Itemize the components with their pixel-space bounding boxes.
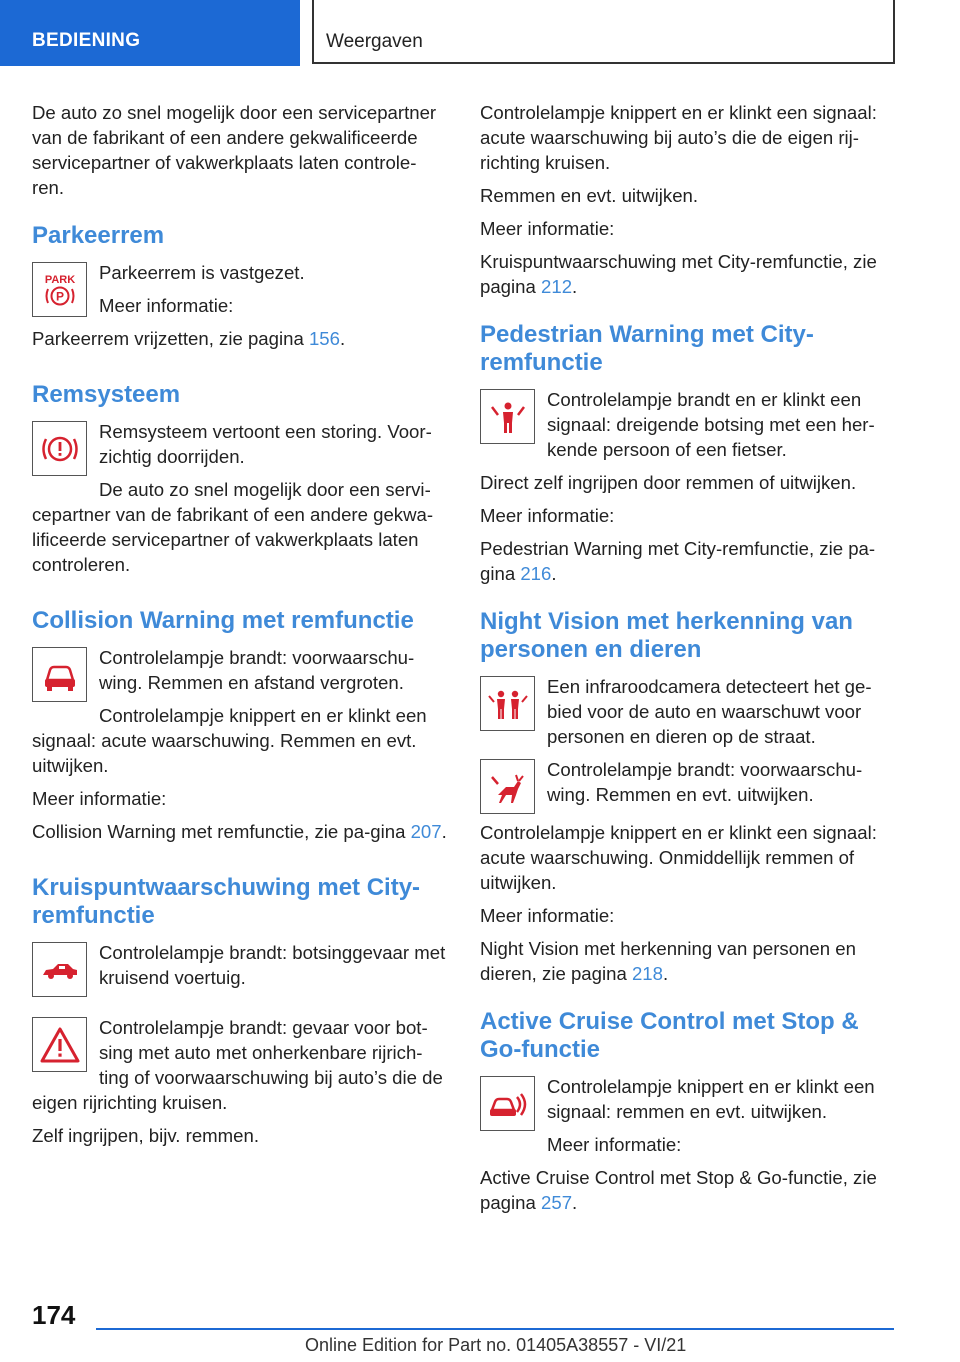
- heading-pedestrian-warning: Pedestrian Warning met City-remfunctie: [480, 321, 814, 376]
- kruispunt-cont-text-3: Meer informatie:: [480, 218, 615, 239]
- svg-text:P: P: [55, 289, 64, 303]
- heading-collision-warning: Collision Warning met remfunctie: [32, 607, 414, 634]
- kruispunt-block-2: [32, 1015, 447, 1156]
- car-side-icon: [32, 942, 87, 997]
- kruispunt-cont-text-4: Kruispuntwaarschuwing met City-remfunctie, zie pagina 212.: [480, 251, 877, 297]
- parkeerrem-block: [32, 260, 447, 359]
- collision-text-3: Meer informatie:: [32, 788, 167, 809]
- collision-text-1: Controlelampje brandt: voorwaarschu-wing. Remmen en afstand vergroten.: [99, 647, 415, 693]
- pedestrian-text-2: Direct zelf ingrijpen door remmen of uitwijken.: [480, 472, 857, 493]
- right-column: [480, 100, 900, 1223]
- page-link-207[interactable]: 207: [410, 821, 442, 842]
- page-link-212[interactable]: 212: [541, 276, 573, 297]
- page-number: 174: [32, 1300, 76, 1330]
- car-front-warning-icon: [32, 647, 87, 702]
- night-text-5: Night Vision met herkenning van personen en dieren, zie pagina 218.: [480, 938, 856, 984]
- collision-text-2: Controlelampje knippert en er klinkt een signaal: acute waarschuwing. Remmen en evt. uitwijken.: [32, 705, 427, 776]
- heading-night-vision: Night Vision met herkenning van personen en dieren: [480, 608, 853, 663]
- heading-parkeerrem: Parkeerrem: [32, 222, 165, 249]
- page-header: [0, 0, 960, 66]
- pedestrian-warning-icon: [480, 389, 535, 444]
- acc-block: [480, 1074, 900, 1165]
- page-link-218[interactable]: 218: [631, 963, 663, 984]
- remsysteem-text-1: Remsysteem vertoont een storing. Voor-zichtig doorrijden.: [99, 421, 432, 467]
- parkeerrem-text-1: Parkeerrem is vastgezet.: [99, 262, 305, 283]
- header-title: Weergaven: [326, 31, 423, 52]
- page-link-257[interactable]: 257: [541, 1192, 573, 1213]
- heading-remsysteem: Remsysteem: [32, 381, 181, 408]
- kruispunt-cont-text-2: Remmen en evt. uitwijken.: [480, 185, 699, 206]
- left-column: [32, 100, 447, 1156]
- night-text-3: Controlelampje knippert en er klinkt een signaal: acute waarschuwing. Onmiddellijk remmen of uitwijken.: [480, 822, 877, 893]
- remsysteem-block: [32, 419, 447, 585]
- kruispunt-cont-text-1: Controlelampje knippert en er klinkt een signaal: acute waarschuwing bij auto’s die de eigen rij-richting kruisen.: [480, 102, 877, 173]
- heading-active-cruise-control: Active Cruise Control met Stop & Go-functie: [480, 1008, 859, 1063]
- pedestrian-text-4: Pedestrian Warning met City-remfunctie, zie pa-gina 216.: [480, 538, 876, 584]
- page-link-216[interactable]: 216: [520, 563, 552, 584]
- kruispunt-text-3: Zelf ingrijpen, bijv. remmen.: [32, 1125, 259, 1146]
- night-block-2: [480, 757, 900, 820]
- night-text-4: Meer informatie:: [480, 905, 615, 926]
- section-tab: BEDIENING: [0, 0, 300, 66]
- kruispunt-text-2: Controlelampje brandt: gevaar voor bot-sing met auto met onherkenbare rijrich-ting of voorwaarschuwing bij auto’s die de eigen rijrichting kruisen.: [32, 1017, 443, 1113]
- parkeerrem-text-3: Parkeerrem vrijzetten, zie pagina 156.: [32, 328, 346, 349]
- park-brake-icon: [32, 262, 87, 317]
- remsysteem-text-2: De auto zo snel mogelijk door een servi-cepartner van de fabrikant of een andere gekwa-lificeerde servicepartner of vakwerkplaats laten controleren.: [32, 479, 434, 575]
- kruispunt-text-1: Controlelampje brandt: botsinggevaar met kruisend voertuig.: [99, 942, 446, 988]
- brake-warning-icon: [32, 421, 87, 476]
- kruispunt-block-1: [32, 940, 447, 1003]
- acc-text-3: Active Cruise Control met Stop & Go-functie, zie pagina 257.: [480, 1167, 877, 1213]
- pedestrian-text-1: Controlelampje brandt en er klinkt een signaal: dreigende botsing met een her-kende persoon of een fietser.: [547, 389, 875, 460]
- page-link-156[interactable]: 156: [308, 328, 340, 349]
- night-text-2: Controlelampje brandt: voorwaarschu-wing. Remmen en evt. uitwijken.: [547, 759, 863, 805]
- warning-triangle-icon: [32, 1017, 87, 1072]
- heading-kruispuntwaarschuwing: Kruispuntwaarschuwing met City-remfunctie: [32, 874, 421, 929]
- intro-text: De auto zo snel mogelijk door een servicepartner van de fabrikant of een andere gekwalificeerde servicepartner of vakwerkplaats laten controle-ren.: [32, 102, 437, 198]
- acc-warning-icon: [480, 1076, 535, 1131]
- parkeerrem-text-2: Meer informatie:: [99, 295, 234, 316]
- collision-block: [32, 645, 447, 852]
- collision-text-4: Collision Warning met remfunctie, zie pa-gina 207.: [32, 821, 447, 842]
- park-icon-label: PARK: [44, 273, 75, 286]
- pedestrian-block: [480, 387, 900, 470]
- acc-text-1: Controlelampje knippert en er klinkt een signaal: remmen en evt. uitwijken.: [547, 1076, 875, 1122]
- acc-text-2: Meer informatie:: [547, 1134, 682, 1155]
- footer-edition: Online Edition for Part no. 01405A38557 - VI/21: [305, 1335, 687, 1355]
- night-text-1: Een infraroodcamera detecteert het ge-bied voor de auto en waarschuwt voor personen en dieren op de straat.: [547, 676, 872, 747]
- footer-divider: [96, 1328, 894, 1330]
- persons-icon: [480, 676, 535, 731]
- night-block-1: [480, 674, 900, 757]
- deer-warning-icon: [480, 759, 535, 814]
- pedestrian-text-3: Meer informatie:: [480, 505, 615, 526]
